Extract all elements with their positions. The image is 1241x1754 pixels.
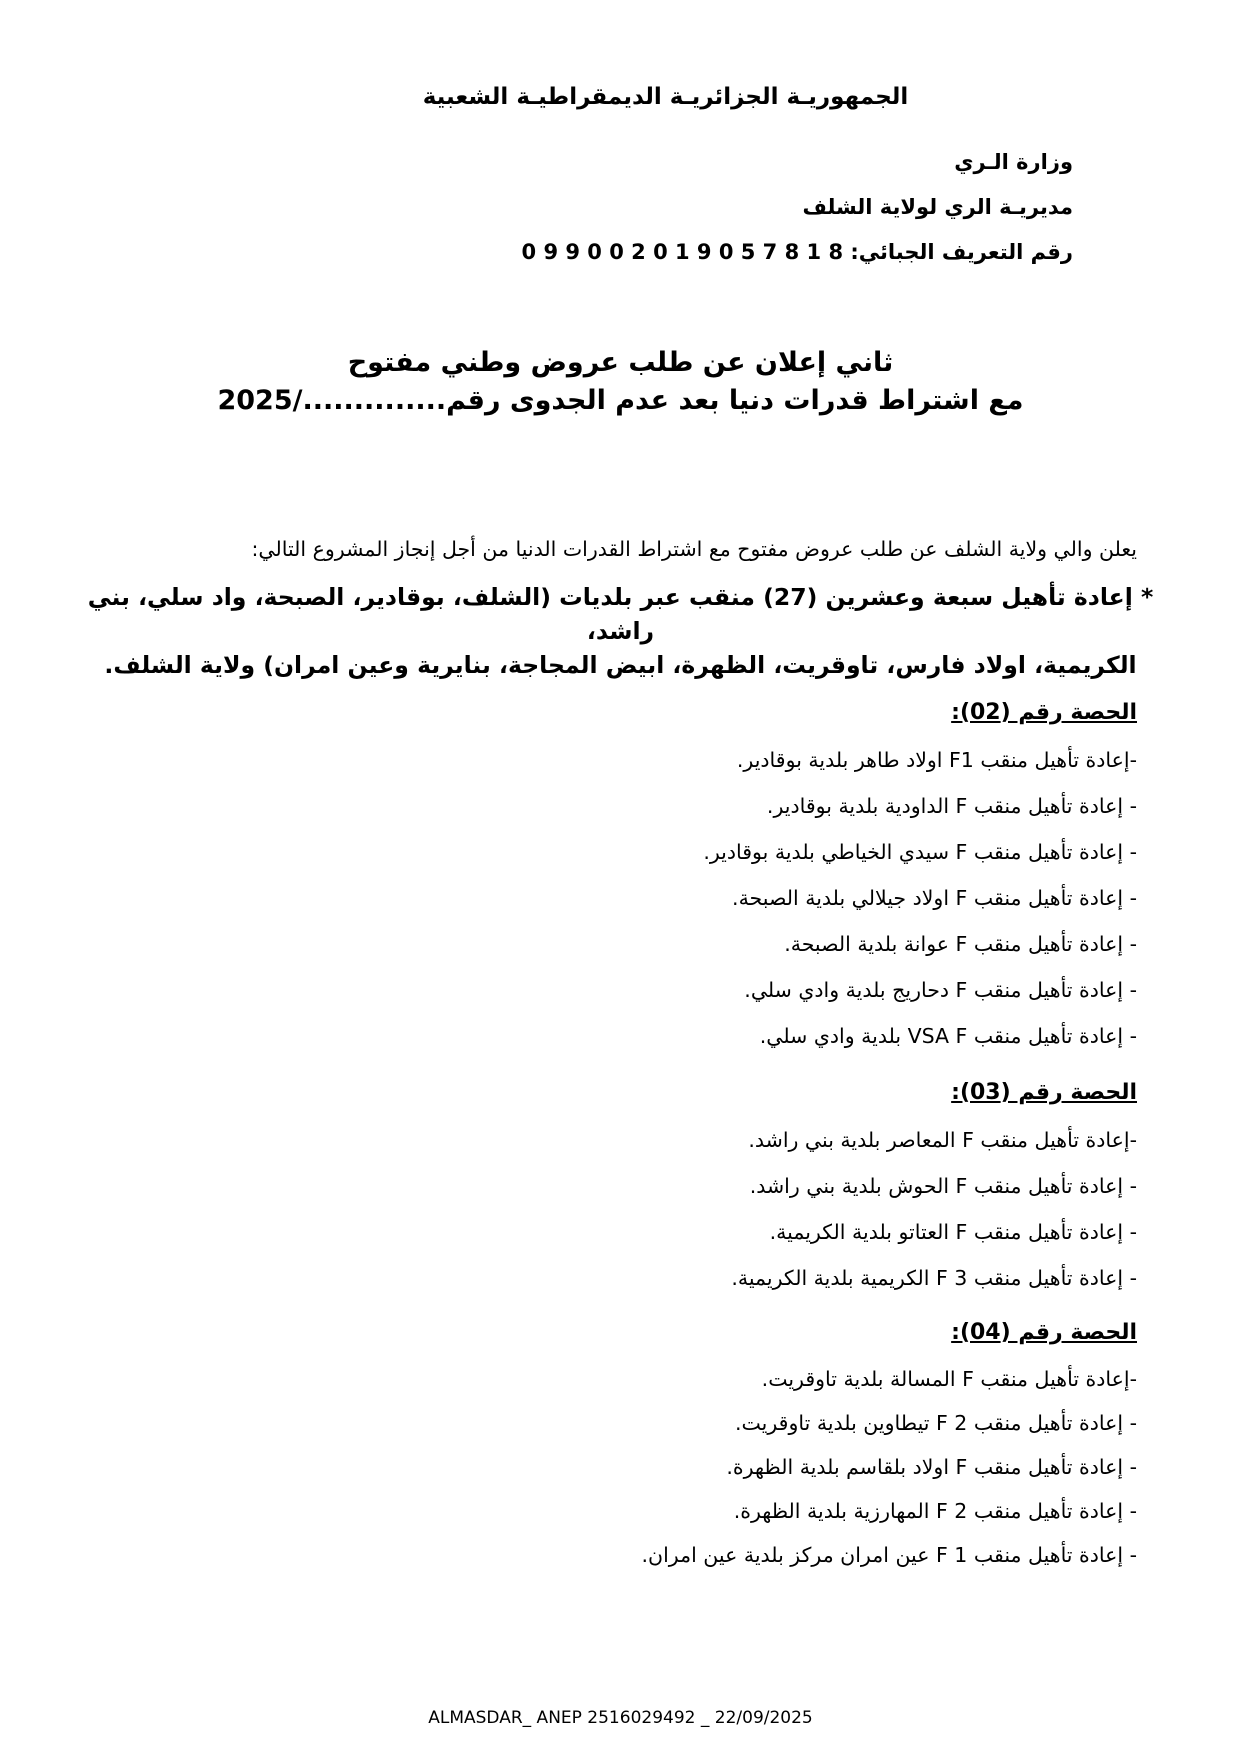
lot-item: - إعادة تأهيل منقب F الحوش بلدية بني راشد. xyxy=(749,1174,1137,1198)
announcement-title-line2: مع اشتراط قدرات دنيا بعد عدم الجدوى رقم............../2025 xyxy=(217,385,1024,416)
ministry-name: وزارة الـري xyxy=(954,150,1073,174)
tax-id-number: 0 9 9 0 0 2 0 1 9 0 5 7 8 1 8 xyxy=(521,240,844,264)
lot-item: - إعادة تأهيل منقب F سيدي الخياطي بلدية بوقادير. xyxy=(703,840,1137,864)
lot-item: - إعادة تأهيل منقب F عوانة بلدية الصبحة. xyxy=(784,932,1137,956)
announcement-title xyxy=(0,344,1241,420)
lot-item: - إعادة تأهيل منقب F اولاد جيلالي بلدية الصبحة. xyxy=(732,886,1137,910)
lot-03-items xyxy=(60,1117,1137,1301)
directorate-name: مديريـة الري لولاية الشلف xyxy=(802,195,1073,219)
lot-item: -إعادة تأهيل منقب F المسالة بلدية تاوقريت. xyxy=(761,1367,1137,1391)
lot-03-heading: الحصة رقم (03): xyxy=(951,1080,1137,1105)
lot-04-items xyxy=(60,1357,1137,1577)
lot-item: - إعادة تأهيل منقب F 3 الكريمية بلدية الكريمية. xyxy=(731,1266,1137,1290)
lot-item: - إعادة تأهيل منقب F 1 عين امران مركز بلدية عين امران. xyxy=(641,1543,1137,1567)
tax-id-label: رقم التعريف الجبائي: xyxy=(850,240,1073,264)
ministry-block xyxy=(522,140,1073,275)
lot-item: -إعادة تأهيل منقب F1 اولاد طاهر بلدية بوقادير. xyxy=(736,748,1137,772)
lot-section-03 xyxy=(60,1080,1137,1301)
lot-item: - إعادة تأهيل منقب VSA F بلدية وادي سلي. xyxy=(759,1024,1137,1048)
intro-paragraph: يعلن والي ولاية الشلف عن طلب عروض مفتوح مع اشتراط القدرات الدنيا من أجل إنجاز المشروع التالي: xyxy=(251,537,1137,561)
lot-section-04 xyxy=(60,1320,1137,1577)
lot-item: - إعادة تأهيل منقب F 2 المهارزية بلدية الظهرة. xyxy=(733,1499,1137,1523)
announcement-title-line1: ثاني إعلان عن طلب عروض وطني مفتوح xyxy=(347,347,894,378)
lot-section-02 xyxy=(60,700,1137,1059)
lot-item: - إعادة تأهيل منقب F دحاريج بلدية وادي سلي. xyxy=(744,978,1137,1002)
lot-02-items xyxy=(60,737,1137,1059)
lot-04-heading: الحصة رقم (04): xyxy=(951,1320,1137,1345)
lot-item: - إعادة تأهيل منقب F الداودية بلدية بوقادير. xyxy=(766,794,1137,818)
project-description-line1: * إعادة تأهيل سبعة وعشرين (27) منقب عبر بلديات (الشلف، بوقادير، الصبحة، واد سلي، بني راشد، xyxy=(87,583,1154,645)
lot-item: - إعادة تأهيل منقب F اولاد بلقاسم بلدية الظهرة. xyxy=(726,1455,1137,1479)
lot-item: - إعادة تأهيل منقب F 2 تيطاوين بلدية تاوقريت. xyxy=(735,1411,1137,1435)
tax-id-line xyxy=(522,230,1073,275)
lot-02-heading: الحصة رقم (02): xyxy=(951,700,1137,725)
project-description-line2: الكريمية، اولاد فارس، تاوقريت، الظهرة، ابيض المجاجة، بنايرية وعين امران) ولاية الشلف. xyxy=(104,651,1137,679)
project-description xyxy=(55,580,1186,682)
anep-footer: ALMASDAR_ ANEP 2516029492 _ 22/09/2025 xyxy=(428,1708,813,1728)
lot-item: -إعادة تأهيل منقب F المعاصر بلدية بني راشد. xyxy=(748,1128,1137,1152)
national-header: الجمهوريـة الجزائريـة الديمقراطيـة الشعبية xyxy=(422,84,909,110)
lot-item: - إعادة تأهيل منقب F العتاتو بلدية الكريمية. xyxy=(769,1220,1137,1244)
